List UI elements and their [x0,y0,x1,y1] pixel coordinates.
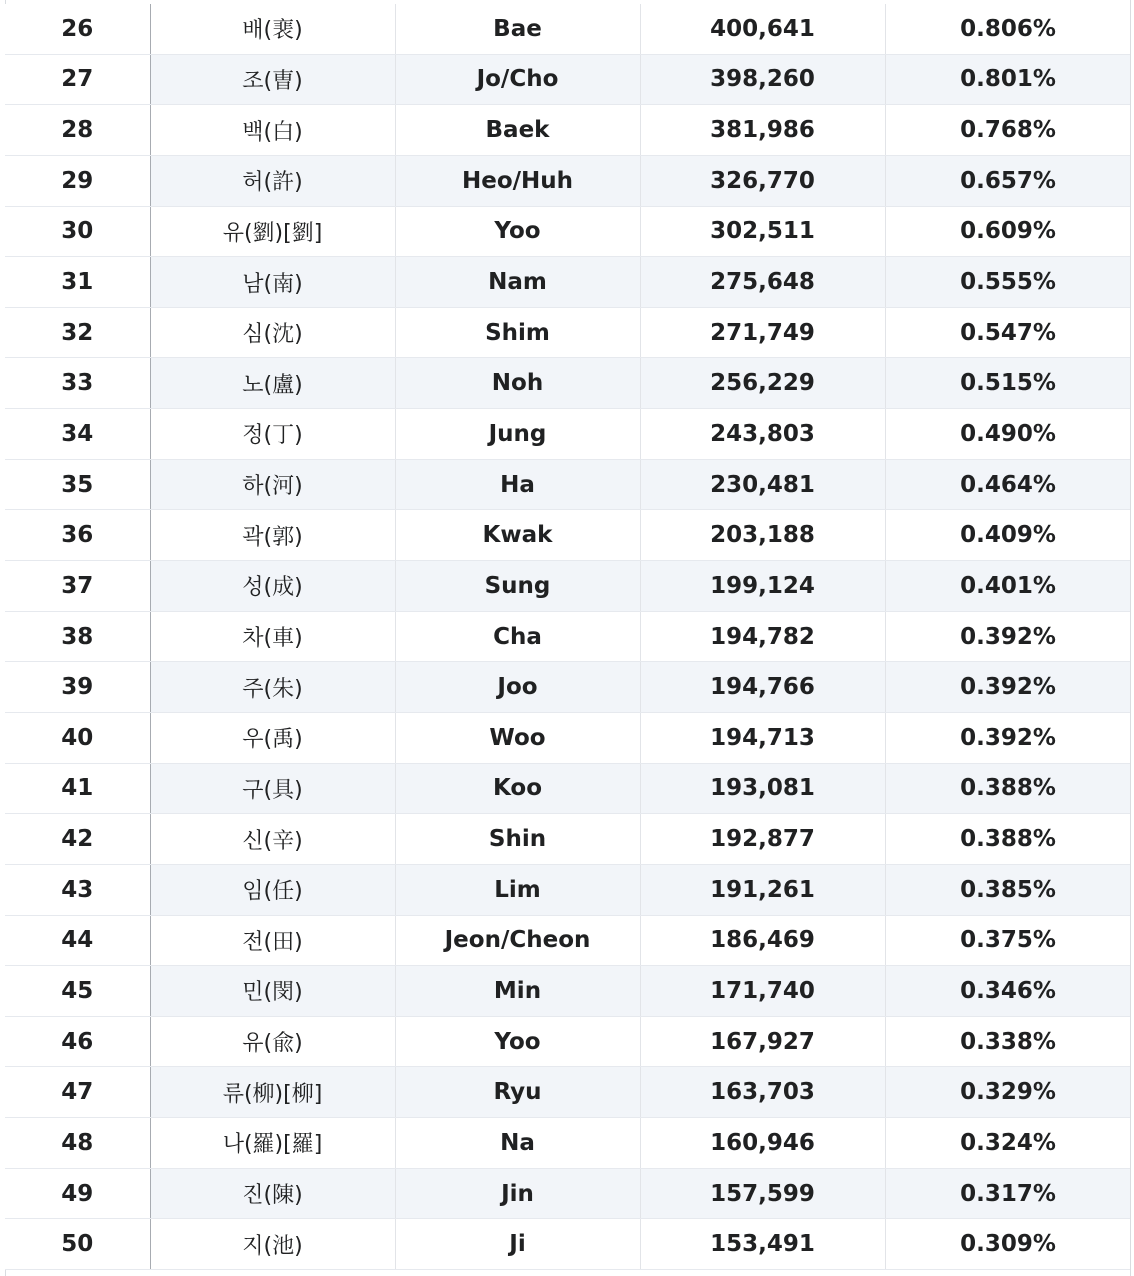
romanized-surname-cell: Yoo [395,1016,640,1067]
table-body [5,4,1131,1270]
rank-cell: 37 [5,561,150,612]
percentage-cell: 0.609% [885,206,1131,257]
table-row [5,915,1131,966]
korean-surname-cell: 진(陳) [150,1168,395,1219]
table-row [5,712,1131,763]
korean-surname-cell: 남(南) [150,257,395,308]
population-cell: 398,260 [640,54,885,105]
table-row [5,1219,1131,1270]
table-row [5,662,1131,713]
population-cell: 193,081 [640,763,885,814]
population-cell: 163,703 [640,1067,885,1118]
rank-cell: 41 [5,763,150,814]
table-row [5,307,1131,358]
percentage-cell: 0.388% [885,763,1131,814]
romanized-surname-cell: Jeon/Cheon [395,915,640,966]
korean-surname-cell: 전(田) [150,915,395,966]
table-row [5,1067,1131,1118]
table-right-border [1130,0,1131,1276]
romanized-surname-cell: Bae [395,4,640,54]
korean-surname-cell: 노(盧) [150,358,395,409]
population-cell: 194,766 [640,662,885,713]
rank-cell: 48 [5,1118,150,1169]
percentage-cell: 0.309% [885,1219,1131,1270]
romanized-surname-cell: Kwak [395,510,640,561]
table-row [5,206,1131,257]
table-row [5,763,1131,814]
percentage-cell: 0.555% [885,257,1131,308]
romanized-surname-cell: Jung [395,409,640,460]
romanized-surname-cell: Noh [395,358,640,409]
percentage-cell: 0.515% [885,358,1131,409]
romanized-surname-cell: Lim [395,864,640,915]
romanized-surname-cell: Jo/Cho [395,54,640,105]
table-row [5,54,1131,105]
percentage-cell: 0.768% [885,105,1131,156]
percentage-cell: 0.547% [885,307,1131,358]
korean-surname-cell: 유(兪) [150,1016,395,1067]
romanized-surname-cell: Ji [395,1219,640,1270]
rank-cell: 33 [5,358,150,409]
table-row [5,1168,1131,1219]
korean-surname-cell: 나(羅)[羅] [150,1118,395,1169]
rank-cell: 36 [5,510,150,561]
table-row [5,510,1131,561]
rank-cell: 42 [5,814,150,865]
korean-surname-cell: 임(任) [150,864,395,915]
rank-cell: 47 [5,1067,150,1118]
rank-cell: 43 [5,864,150,915]
korean-surname-cell: 곽(郭) [150,510,395,561]
korean-surname-cell: 정(丁) [150,409,395,460]
population-cell: 186,469 [640,915,885,966]
korean-surname-cell: 주(朱) [150,662,395,713]
percentage-cell: 0.409% [885,510,1131,561]
korean-surname-cell: 하(河) [150,459,395,510]
percentage-cell: 0.329% [885,1067,1131,1118]
romanized-surname-cell: Min [395,966,640,1017]
surname-table [5,4,1131,1270]
rank-cell: 44 [5,915,150,966]
romanized-surname-cell: Heo/Huh [395,155,640,206]
table-row [5,409,1131,460]
percentage-cell: 0.392% [885,611,1131,662]
percentage-cell: 0.401% [885,561,1131,612]
table-row [5,966,1131,1017]
korean-surname-cell: 심(沈) [150,307,395,358]
romanized-surname-cell: Ha [395,459,640,510]
korean-surname-cell: 배(裵) [150,4,395,54]
percentage-cell: 0.338% [885,1016,1131,1067]
percentage-cell: 0.385% [885,864,1131,915]
table-row [5,4,1131,54]
table-row [5,814,1131,865]
rank-cell: 28 [5,105,150,156]
rank-cell: 40 [5,712,150,763]
romanized-surname-cell: Nam [395,257,640,308]
table-row [5,864,1131,915]
percentage-cell: 0.346% [885,966,1131,1017]
population-cell: 400,641 [640,4,885,54]
population-cell: 243,803 [640,409,885,460]
romanized-surname-cell: Sung [395,561,640,612]
korean-surname-cell: 허(許) [150,155,395,206]
romanized-surname-cell: Joo [395,662,640,713]
population-cell: 230,481 [640,459,885,510]
population-cell: 171,740 [640,966,885,1017]
korean-surname-cell: 우(禹) [150,712,395,763]
table-row [5,561,1131,612]
population-cell: 199,124 [640,561,885,612]
romanized-surname-cell: Cha [395,611,640,662]
korean-surname-cell: 류(柳)[柳] [150,1067,395,1118]
percentage-cell: 0.801% [885,54,1131,105]
korean-surname-cell: 지(池) [150,1219,395,1270]
rank-cell: 30 [5,206,150,257]
romanized-surname-cell: Woo [395,712,640,763]
population-cell: 275,648 [640,257,885,308]
percentage-cell: 0.388% [885,814,1131,865]
rank-cell: 45 [5,966,150,1017]
population-cell: 302,511 [640,206,885,257]
surname-table-container [5,0,1131,1276]
population-cell: 153,491 [640,1219,885,1270]
korean-surname-cell: 차(車) [150,611,395,662]
percentage-cell: 0.464% [885,459,1131,510]
rank-cell: 29 [5,155,150,206]
population-cell: 194,713 [640,712,885,763]
percentage-cell: 0.317% [885,1168,1131,1219]
korean-surname-cell: 백(白) [150,105,395,156]
korean-surname-cell: 민(閔) [150,966,395,1017]
rank-cell: 32 [5,307,150,358]
percentage-cell: 0.324% [885,1118,1131,1169]
percentage-cell: 0.375% [885,915,1131,966]
population-cell: 167,927 [640,1016,885,1067]
romanized-surname-cell: Yoo [395,206,640,257]
rank-cell: 35 [5,459,150,510]
population-cell: 191,261 [640,864,885,915]
population-cell: 157,599 [640,1168,885,1219]
percentage-cell: 0.392% [885,712,1131,763]
table-row [5,1016,1131,1067]
romanized-surname-cell: Baek [395,105,640,156]
table-row [5,459,1131,510]
rank-cell: 31 [5,257,150,308]
table-row [5,358,1131,409]
population-cell: 381,986 [640,105,885,156]
rank-cell: 27 [5,54,150,105]
table-row [5,1118,1131,1169]
population-cell: 271,749 [640,307,885,358]
korean-surname-cell: 유(劉)[劉] [150,206,395,257]
korean-surname-cell: 성(成) [150,561,395,612]
korean-surname-cell: 조(曺) [150,54,395,105]
table-row [5,155,1131,206]
percentage-cell: 0.806% [885,4,1131,54]
rank-cell: 50 [5,1219,150,1270]
table-row [5,105,1131,156]
romanized-surname-cell: Na [395,1118,640,1169]
population-cell: 194,782 [640,611,885,662]
romanized-surname-cell: Koo [395,763,640,814]
table-row [5,611,1131,662]
population-cell: 326,770 [640,155,885,206]
rank-cell: 34 [5,409,150,460]
romanized-surname-cell: Shim [395,307,640,358]
percentage-cell: 0.657% [885,155,1131,206]
rank-cell: 46 [5,1016,150,1067]
romanized-surname-cell: Shin [395,814,640,865]
population-cell: 203,188 [640,510,885,561]
rank-cell: 39 [5,662,150,713]
romanized-surname-cell: Ryu [395,1067,640,1118]
population-cell: 192,877 [640,814,885,865]
population-cell: 160,946 [640,1118,885,1169]
korean-surname-cell: 신(辛) [150,814,395,865]
percentage-cell: 0.392% [885,662,1131,713]
rank-cell: 49 [5,1168,150,1219]
population-cell: 256,229 [640,358,885,409]
korean-surname-cell: 구(具) [150,763,395,814]
rank-cell: 26 [5,4,150,54]
rank-cell: 38 [5,611,150,662]
romanized-surname-cell: Jin [395,1168,640,1219]
table-row [5,257,1131,308]
percentage-cell: 0.490% [885,409,1131,460]
